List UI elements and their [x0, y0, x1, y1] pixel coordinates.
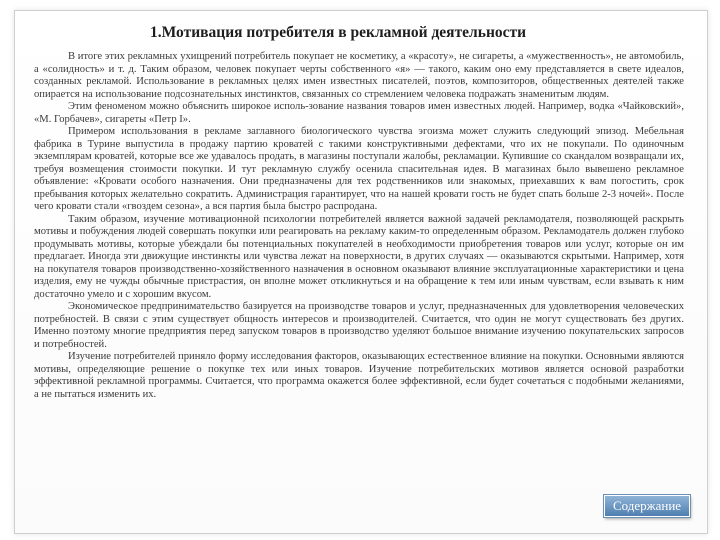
paragraph: Изучение потребителей приняло форму исследования факторов, оказывающих естественное влияние на покупки. Основными являются мотивы, определяющие решение о покупке тех или иных товаров. Изучение потребительских мотивов является основой разработки эффективной рекламной программы. Считается, что программа окажется более эффективной, если будет сочетаться с подобными желаниями, а не пытаться изменить их.: [34, 351, 684, 400]
paragraph: Этим феноменом можно объяснить широкое исполь-зование названия товаров имен известных людей. Например, водка «Чайковский», «М. Горбачев», сигареты «Петр I».: [34, 101, 684, 125]
paragraph: Таким образом, изучение мотивационной психологии потребителей является важной задачей рекламодателя, позволяющей раскрыть мотивы и побуждения людей совершать покупки или реагировать на рекламу каким-то определенным образом. Рекламодатель должен глубоко продумывать мотивы, которые убеждали бы потенциальных покупателей в необходимости приобретения товаров или услуг, которые он им предлагает. Иногда эти движущие инстинкты или чувства лежат на поверхности, в других случаях — оказываются скрытыми. Например, хотя на покупателя товаров производственно-хозяйственного назначения в основном оказывают влияние эксплуатационные характеристики и цена изделия, ему не чужды обычные пристрастия, он вполне может откликнуться и на обращение к тем или иным чувствам, если взывать к ним достаточно умело и с хорошим вкусом.: [34, 213, 684, 300]
paragraph: Примером использования в рекламе заглавного биологического чувства эгоизма может служить следующий эпизод. Мебельная фабрика в Турине выпустила в продажу партию кроватей с такими конструктивными дефектами, что их не покупали. По одиночным экземплярам кроватей, которые все же удавалось продать, в магазины поступали жалобы, рекламации. Купившие со скандалом возвращали их, требуя возмещения стоимости покупки. И тут рекламную службу осенила спасительная идея. В магазинах было вывешено рекламное объявление: «Кровати особого назначения. Они предназначены для тех родственников или знакомых, приехавших к вам погостить, срок пребывания которых желательно сократить. Администрация гарантирует, что на нашей кровати гость не будет спать больше 2-3 ночей». После чего кровати стали «гвоздем сезона», а вся партия была быстро распродана.: [34, 126, 684, 212]
paragraph: В итоге этих рекламных ухищрений потребитель покупает не косметику, а «красоту», не сигареты, а «мужественность», не автомобиль, а «солидность» и т. д. Таким образом, человек покупает черты собственного «я» — такого, каким оно ему представляется в свете идеалов, созданных рекламой. Использование в рекламных целях имен известных писателей, поэтов, композиторов, общественных деятелей также опирается на использование подсознательных инстинктов, связанных со стремлением человека подражать знаменитым людям.: [34, 51, 684, 100]
paragraph: Экономическое предпринимательство базируется на производстве товаров и услуг, предназначенных для удовлетворения человеческих потребностей. В связи с этим существует общность интересов и производителей. Считается, что один не могут существовать без других. Именно поэтому многие предприятия перед запуском товаров в производство уделяют большое внимание изучению покупательских запросов и потребностей.: [34, 301, 684, 350]
slide-title: 1.Мотивация потребителя в рекламной деятельности: [150, 24, 527, 41]
contents-button[interactable]: Содержание: [604, 495, 690, 517]
slide-body: [34, 51, 684, 401]
